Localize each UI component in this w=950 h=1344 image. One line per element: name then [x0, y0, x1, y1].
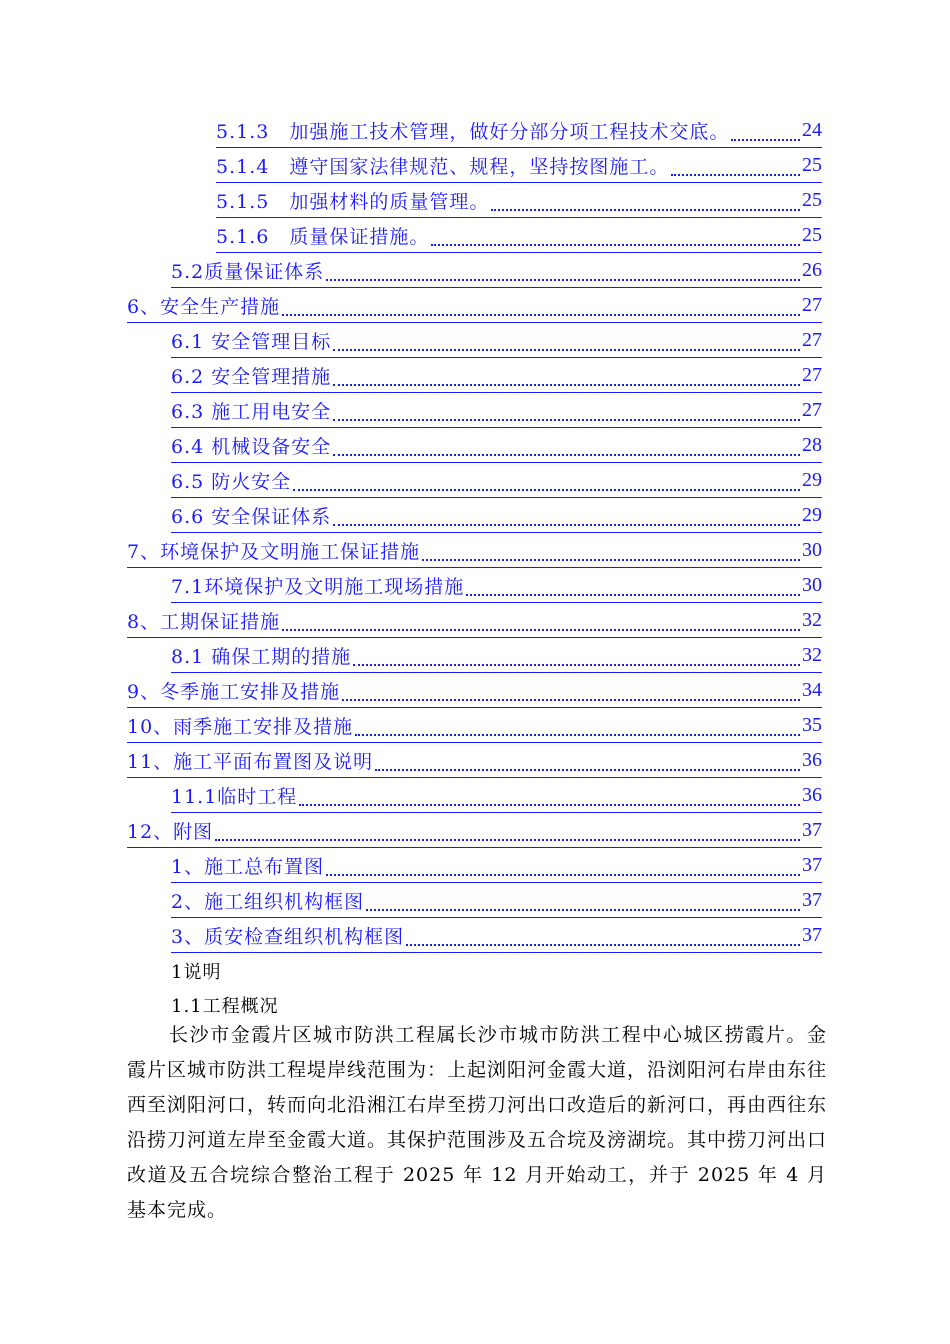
toc-page-number: 28 [802, 433, 822, 456]
toc-entry[interactable] [171, 883, 822, 918]
toc-leader-dots [299, 792, 800, 806]
toc-leader-dots [406, 932, 800, 946]
toc-entry[interactable] [127, 533, 822, 568]
toc-entry-title: 6.2 安全管理措施 [171, 365, 332, 388]
toc-page-number: 35 [802, 713, 822, 736]
toc-leader-dots [353, 652, 800, 666]
toc-entry[interactable] [171, 393, 822, 428]
toc-page-number: 30 [802, 573, 822, 596]
toc-leader-dots [333, 407, 800, 421]
toc-leader-dots [326, 267, 800, 281]
toc-page-number: 32 [802, 608, 822, 631]
toc-page-number: 29 [802, 503, 822, 526]
toc-entry-title: 10、雨季施工安排及措施 [127, 715, 354, 738]
toc-entry[interactable] [127, 288, 822, 323]
toc-page-number: 27 [802, 293, 822, 316]
toc-entry[interactable] [171, 848, 822, 883]
toc-entry-title: 5.1.3 加强施工技术管理，做好分部分项工程技术交底。 [216, 120, 730, 143]
toc-entry[interactable] [171, 253, 822, 288]
toc-page-number: 26 [802, 258, 822, 281]
toc-leader-dots [431, 232, 800, 246]
toc-entry-title: 6、安全生产措施 [127, 295, 281, 318]
subsection-heading: 1.1工程概况 [171, 996, 279, 1017]
toc-entry[interactable] [216, 183, 822, 218]
toc-page-number: 37 [802, 818, 822, 841]
toc-entry-title: 5.1.5 加强材料的质量管理。 [216, 190, 490, 213]
toc-entry[interactable] [216, 218, 822, 253]
toc-leader-dots [671, 162, 800, 176]
toc-entry[interactable] [127, 673, 822, 708]
toc-entry[interactable] [127, 603, 822, 638]
toc-leader-dots [466, 582, 800, 596]
toc-page-number: 24 [802, 118, 822, 141]
toc-page-number: 29 [802, 468, 822, 491]
toc-entry[interactable] [171, 918, 822, 953]
toc-entry-title: 6.3 施工用电安全 [171, 400, 332, 423]
toc-entry[interactable] [171, 498, 822, 533]
toc-entry-title: 5.1.6 质量保证措施。 [216, 225, 430, 248]
toc-leader-dots [293, 477, 800, 491]
toc-entry-title: 6.4 机械设备安全 [171, 435, 332, 458]
toc-entry[interactable] [171, 638, 822, 673]
toc-page-number: 34 [802, 678, 822, 701]
toc-page-number: 37 [802, 853, 822, 876]
toc-page-number: 30 [802, 538, 822, 561]
toc-entry-title: 11.1临时工程 [171, 785, 298, 808]
toc-leader-dots [731, 127, 800, 141]
toc-entry-title: 2、施工组织机构框图 [171, 890, 365, 913]
toc-entry-title: 11、施工平面布置图及说明 [127, 750, 374, 773]
toc-entry-title: 6.1 安全管理目标 [171, 330, 332, 353]
toc-page-number: 25 [802, 223, 822, 246]
toc-leader-dots [355, 722, 800, 736]
toc-entry-title: 1、施工总布置图 [171, 855, 325, 878]
toc-entry-title: 9、冬季施工安排及措施 [127, 680, 341, 703]
toc-leader-dots [491, 197, 800, 211]
toc-entry[interactable] [127, 813, 822, 848]
toc-leader-dots [333, 512, 800, 526]
toc-page-number: 36 [802, 783, 822, 806]
toc-page-number: 36 [802, 748, 822, 771]
toc-page-number: 25 [802, 153, 822, 176]
toc-entry-title: 7、环境保护及文明施工保证措施 [127, 540, 421, 563]
toc-entry-title: 3、质安检查组织机构框图 [171, 925, 405, 948]
section-heading: 1说明 [171, 962, 222, 983]
toc-leader-dots [375, 757, 800, 771]
toc-entry-title: 12、附图 [127, 820, 214, 843]
toc-entry-title: 6.5 防火安全 [171, 470, 292, 493]
toc-entry-title: 5.2质量保证体系 [171, 260, 325, 283]
toc-entry-title: 8、工期保证措施 [127, 610, 281, 633]
toc-entry-title: 6.6 安全保证体系 [171, 505, 332, 528]
toc-leader-dots [333, 372, 800, 386]
toc-leader-dots [215, 827, 800, 841]
toc-leader-dots [342, 687, 800, 701]
toc-entry[interactable] [171, 778, 822, 813]
toc-entry[interactable] [171, 323, 822, 358]
toc-leader-dots [366, 897, 800, 911]
toc-page-number: 27 [802, 363, 822, 386]
toc-leader-dots [326, 862, 800, 876]
toc-entry[interactable] [171, 568, 822, 603]
toc-entry[interactable] [127, 708, 822, 743]
toc-entry[interactable] [171, 358, 822, 393]
toc-entry[interactable] [171, 428, 822, 463]
overview-paragraph: 长沙市金霞片区城市防洪工程属长沙市城市防洪工程中心城区捞霞片。金霞片区城市防洪工程堤岸线范围为：上起浏阳河金霞大道，沿浏阳河右岸由东往西至浏阳河口，转而向北沿湘江右岸至捞刀河出口改造后的新河口，再由西往东沿捞刀河道左岸至金霞大道。其保护范围涉及五合垸及滂湖垸。其中捞刀河出口改道及五合垸综合整治工程于 2025 年 12 月开始动工，并于 2025 年 4 月基本完成。 [127, 1024, 828, 1221]
toc-leader-dots [282, 302, 800, 316]
toc-entry-title: 5.1.4 遵守国家法律规范、规程，坚持按图施工。 [216, 155, 670, 178]
toc-page-number: 25 [802, 188, 822, 211]
toc-entry[interactable] [216, 113, 822, 148]
toc-page-number: 27 [802, 398, 822, 421]
toc-entry[interactable] [216, 148, 822, 183]
toc-page-number: 37 [802, 888, 822, 911]
toc-leader-dots [422, 547, 800, 561]
toc-page-number: 32 [802, 643, 822, 666]
toc-leader-dots [333, 442, 800, 456]
toc-page-number: 37 [802, 923, 822, 946]
toc-leader-dots [333, 337, 800, 351]
toc-entry[interactable] [127, 743, 822, 778]
toc-leader-dots [282, 617, 800, 631]
toc-entry[interactable] [171, 463, 822, 498]
toc-page-number: 27 [802, 328, 822, 351]
table-of-contents [0, 113, 950, 953]
toc-entry-title: 8.1 确保工期的措施 [171, 645, 352, 668]
toc-entry-title: 7.1环境保护及文明施工现场措施 [171, 575, 465, 598]
